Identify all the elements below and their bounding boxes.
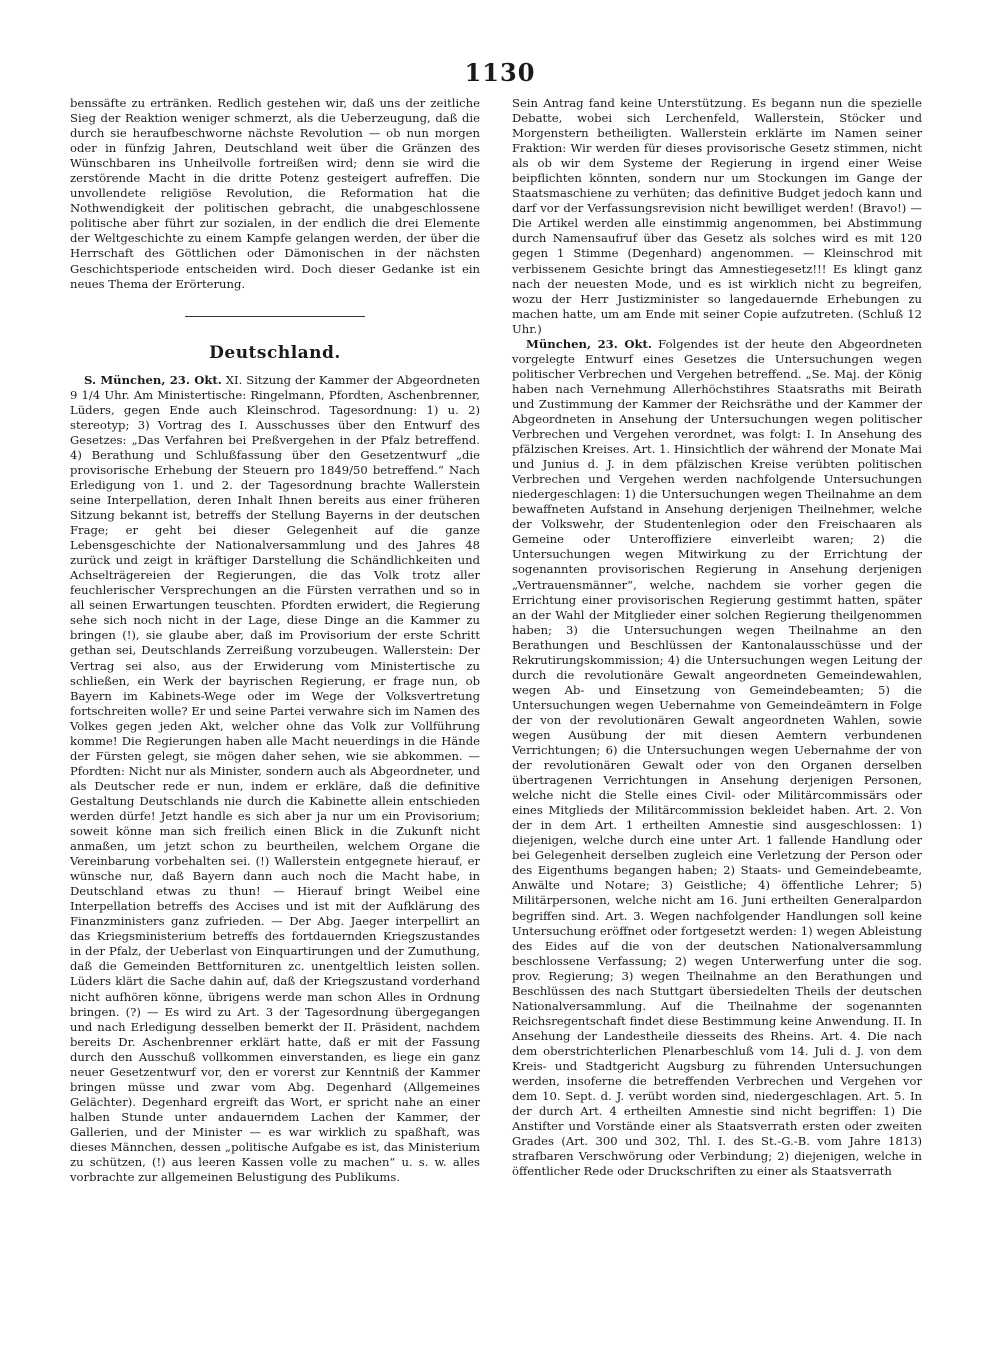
continuation-paragraph: Sein Antrag fand keine Unterstützung. Es begann nun die spezielle Debatte, wobei sich Lerchenfeld, Wallerstein, Stöcker und Morgenstern betheiligten. Wallerstein erklärte im Namen seiner Fraktion: Wir werden für dieses provisorische Gesetz stimmen, nicht als ob wir dem Systeme der Regierung in irgend einer Weise beipflichten könnten, sondern nur um Stockungen im Gange der Staatsmaschiene zu verhüten; das definitive Budget jedoch kann und darf vor der Verfassungsrevision nicht bewilliget werden! (Bravo!) — Die Artikel werden alle einstimmig angenommen, bei Abstimmung durch Namensaufruf über das Gesetz als solches wird es mit 120 gegen 1 Stimme (Degenhard) angenommen. — Kleinschrod mit verbissenem Gesichte bringt das Amnestiegesetz!!! Es klingt ganz nach der neuesten Mode, und es ist wirklich nicht zu begreifen, wozu der Herr Justizminister so langedauernde Erhebungen zu machen hatte, um am Ende mit seiner Copie aufzutreten. (Schluß 12 Uhr.) [512,96,922,336]
dispatch-paragraph [70,373,480,1186]
right-column [512,96,922,1179]
page-number: 1130 [464,58,536,87]
dispatch-dateline: S. München, 23. Okt. [84,372,222,387]
second-dispatch-dateline: München, 23. Okt. [526,336,652,351]
second-dispatch-paragraph [512,337,922,1180]
dispatch-body: XI. Sitzung der Kammer der Abgeordneten 9 1/4 Uhr. Am Ministertische: Ringelmann, Pfordten, Aschenbrenner, Lüders, gegen Ende auch Kleinschrod. Tagesordnung: 1) u. 2) stereotyp; 3) Vortrag des I. Ausschusses über den Entwurf des Gesetzes: „Das Verfahren bei Preßvergehen in der Pfalz betreffend. 4) Berathung und Schlußfassung über den Gesetzentwurf „die provisorische Erhebung der Steuern pro 1849/50 betreffend.“ Nach Erledigung von 1. und 2. der Tagesordnung brachte Wallerstein seine Interpellation, deren Inhalt Ihnen bereits aus einer früheren Sitzung bekannt ist, betreffs der Stellung Bayerns in der deutschen Frage; er geht bei dieser Gelegenheit auf die ganze Lebensgeschichte der Nationalversammlung und des Jahres 48 zurück und zeigt in kräftiger Darstellung die Schändlichkeiten und Achselträgereien der Regierungen, die das Volk trotz aller feuchlerischer Versprechungen an die Fürsten verrathen und so in all seinen Erwartungen teuschten. Pfordten erwidert, die Regierung sehe sich noch nicht in der Lage, diese Dinge an die Kammer zu bringen (!), sie glaube aber, daß im Provisorium der erste Schritt gethan sei, Deutschlands Zerreißung vorzubeugen. Wallerstein: Der Vertrag sei also, aus der Erwiderung vom Ministertische zu schließen, ein Werk der bayrischen Regierung, er frage nun, ob Bayern im Kabinets-Wege oder im Wege der Volksvertretung fortschreiten wolle? Er und seine Partei verwahre sich im Namen des Volkes gegen jeden Akt, welcher ohne das Volk zur Vollführung komme! Die Regierungen haben alle Macht neuerdings in die Hände der Fürsten gelegt, sie mögen daher sehen, wie sie abkommen. — Pfordten: Nicht nur als Minister, sondern auch als Abgeordneter, und als Deutscher rede er nun, indem er erkläre, daß die definitive Gestaltung Deutschlands nie durch die Kabinette allein entschieden werden dürfe! Jetzt handle es sich aber ja nur um ein Provisorium; soweit könne man sich freilich einen Blick in die Zukunft nicht anmaßen, um jetzt schon zu beurtheilen, welchem Organe die Vereinbarung vorbehalten sei. (!) Wallerstein entgegnete hierauf, er wünsche nur, daß Bayern dann auch noch die Macht habe, in Deutschland etwas zu thun! — Hierauf bringt Weibel eine Interpellation betreffs des Accises und ist mit der Aufklärung des Finanzministers ganz zufrieden. — Der Abg. Jaeger interpellirt an das Kriegsministerium betreffs des fortdauernden Kriegszustandes in der Pfalz, der Ueberlast von Einquartirungen und der Zumuthung, daß die Gemeinden Bettfornituren zc. unentgeltlich leisten sollen. Lüders klärt die Sache dahin auf, daß der Kriegszustand vorderhand nicht aufhören könne, übrigens werde man schon Alles in Ordnung bringen. (?) — Es wird zu Art. 3 der Tagesordnung übergegangen und nach Erledigung desselben bemerkt der II. Präsident, nachdem bereits Dr. Aschenbrenner erklärt hatte, daß er mit der Fassung durch den Ausschuß vollkommen einverstanden, es liege ein ganz neuer Gesetzentwurf vor, den er vorerst zur Kenntniß der Kammer bringen müsse und zwar vom Abg. Degenhard (Allgemeines Gelächter). Degenhard ergreift das Wort, er spricht nahe an einer halben Stunde unter andauerndem Lachen der Kammer, der Gallerien, und der Minister — es war wirklich zu spaßhaft, was dieses Männchen, dessen „politische Aufgabe es ist, das Ministerium zu schützen, (!) aus leeren Kassen volle zu machen“ u. s. w. alles vorbrachte zur allgemeinen Belustigung des Publikums. [70,372,480,1185]
section-heading: Deutschland. [209,342,341,363]
intro-paragraph: benssäfte zu ertränken. Redlich gestehen wir, daß uns der zeitliche Sieg der Reaktion weniger schmerzt, als die Ueberzeugung, daß die durch sie heraufbeschworne nächste Revolution — ob nun morgen oder in fünfzig Jahren, Deutschland weit über die Gränzen des Wünschbaren ins Unheilvolle fortreißen wird; denn sie wird die zerstörende Macht in die dritte Potenz gesteigert aufreffen. Die unvollendete religiöse Revolution, die Reformation hat die Nothwendigkeit der politischen gebracht, die unabgeschlossene politische aber führt zur sozialen, in der endlich die drei Elemente der Weltgeschichte zu einem Kampfe gelangen werden, der über die Herrschaft des Göttlichen oder Dämonischen in der nächsten Geschichtsperiode entscheiden wird. Doch dieser Gedanke ist ein neues Thema der Erörterung. [70,96,480,291]
left-column [70,96,480,1185]
second-dispatch-body: Folgendes ist der heute den Abgeordneten vorgelegte Entwurf eines Gesetzes die Untersuchungen wegen politischer Verbrechen und Vergehen betreffend. „Se. Maj. der König haben nach Vernehmung Allerhöchstihres Staatsraths mit Beirath und Zustimmung der Kammer der Reichsräthe und der Kammer der Abgeordneten in Ansehung der Untersuchungen wegen politischer Verbrechen und Vergehen verordnet, was folgt: I. In Ansehung des pfälzischen Kreises. Art. 1. Hinsichtlich der während der Monate Mai und Junius d. J. in dem pfälzischen Kreise verübten politischen Verbrechen und Vergehen werden nachfolgende Untersuchungen niedergeschlagen: 1) die Untersuchungen wegen Theilnahme an dem bewaffneten Aufstand in Ansehung derjenigen Theilnehmer, welche der Volkswehr, der Studentenlegion oder den Freischaaren als Gemeine oder Unteroffiziere einverleibt waren; 2) die Untersuchungen wegen Mitwirkung zu der Errichtung der sogenannten provisorischen Regierung in Ansehung derjenigen „Vertrauensmänner“, welche, nachdem sie vorher gegen die Errichtung einer provisorischen Regierung gestimmt hatten, später an der Wahl der Mitglieder einer solchen Regierung theilgenommen haben; 3) die Untersuchungen wegen Theilnahme an den Berathungen und Beschlüssen der Kantonalausschüsse und der Rekrutirungskommission; 4) die Untersuchungen wegen Leitung der durch die revolutionäre Gewalt angeordneten Gemeindewahlen, wegen Ab- und Einsetzung von Gemeindebeamten; 5) die Untersuchungen wegen Uebernahme von Gemeindeämtern in Folge der von der revolutionären Gewalt angeordneten Wahlen, sowie wegen Ausübung der mit diesen Aemtern verbundenen Verrichtungen; 6) die Untersuchungen wegen Uebernahme der von der revolutionären Gewalt oder von den Organen derselben übertragenen Verrichtungen in Ansehung derjenigen Personen, welche nicht die Stelle eines Civil- oder Militärcommissärs oder eines Mitglieds der Militärcommission bekleidet haben. Art. 2. Von der in dem Art. 1 ertheilten Amnestie sind ausgeschlossen: 1) diejenigen, welche durch eine unter Art. 1 fallende Handlung oder bei Gelegenheit derselben zugleich eine Verletzung der Person oder des Eigenthums begangen haben; 2) Staats- und Gemeindebeamte, Anwälte und Notare; 3) Geistliche; 4) öffentliche Lehrer; 5) Militärpersonen, welche nicht am 16. Juni ertheilten Generalpardon begriffen sind. Art. 3. Wegen nachfolgender Handlungen soll keine Untersuchung eröffnet oder fortgesetzt werden: 1) wegen Ableistung des Eides auf die von der deutschen Nationalversammlung beschlossene Verfassung; 2) wegen Unterwerfung unter die sog. prov. Regierung; 3) wegen Theilnahme an den Berathungen und Beschlüssen des nach Stuttgart übersiedelten Theils der deutschen Nationalversammlung. Auf die Theilnahme der sogenannten Reichsregentschaft findet diese Bestimmung keine Anwendung. II. In Ansehung der Landestheile diesseits des Rheins. Art. 4. Die nach dem oberstrichterlichen Plenarbeschluß vom 14. Juli d. J. von dem Kreis- und Stadtgericht Augsburg zu führenden Untersuchungen werden, insoferne die betreffenden Verbrechen und Vergehen vor dem 10. Sept. d. J. verübt worden sind, niedergeschlagen. Art. 5. In der durch Art. 4 ertheilten Amnestie sind nicht begriffen: 1) Die Anstifter und Vorstände einer als Staatsverrath ersten oder zweiten Grades (Art. 300 und 302, Thl. I. des St.-G.-B. vom Jahre 1813) strafbaren Verschwörung oder Verbindung; 2) diejenigen, welche in öffentlicher Rede oder Druckschriften zu einer als Staatsverrath [512,336,922,1179]
section-divider [185,316,365,317]
